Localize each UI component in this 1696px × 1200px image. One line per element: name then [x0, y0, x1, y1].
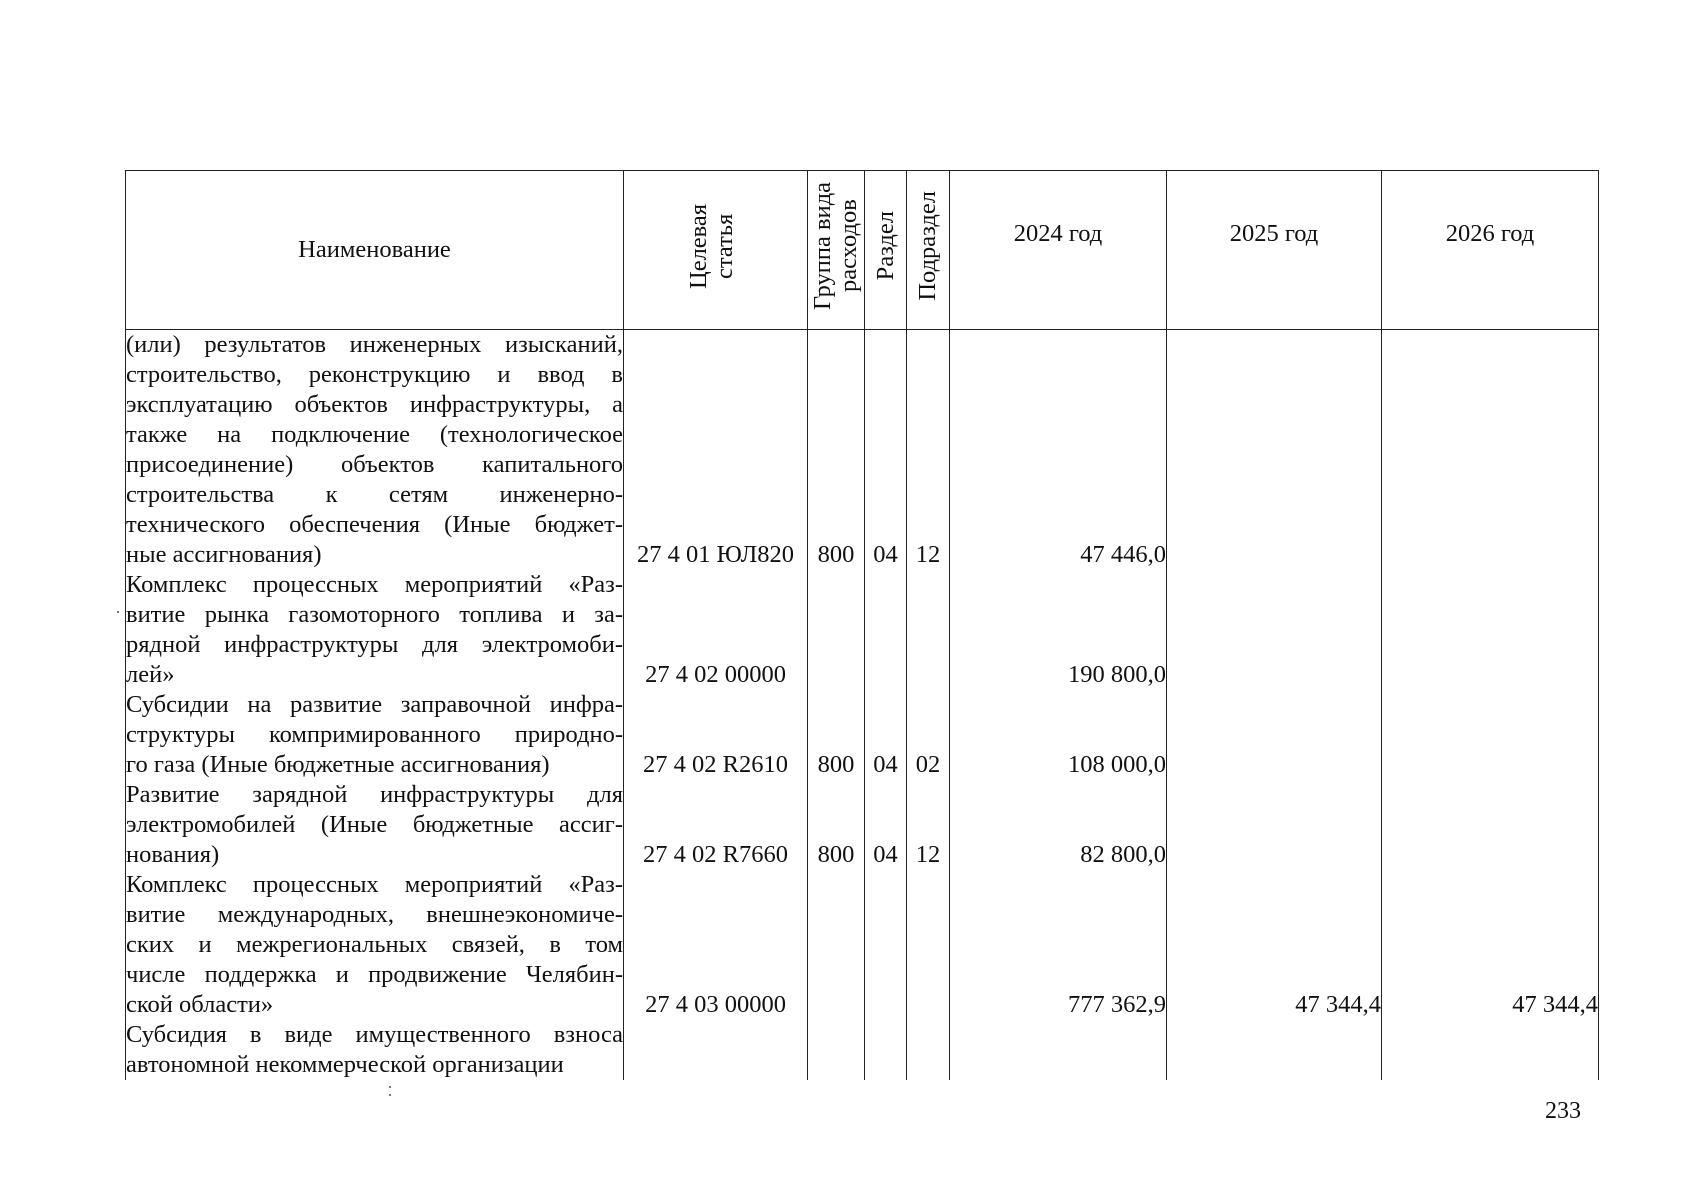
row-name-line: автономной некоммерческой организации — [126, 1051, 564, 1078]
row-name-cell — [126, 870, 624, 1020]
row-name-line: го газа (Иные бюджетные ассигнования) — [126, 751, 550, 778]
header-year-2025: 2025 год — [1167, 171, 1382, 330]
row-name-line: строительства к сетям инженерно- — [126, 481, 623, 508]
row-amount-2025-cell — [1167, 780, 1382, 870]
row-amount-2025-cell — [1167, 1020, 1382, 1080]
row-name-cell — [126, 330, 624, 571]
row-name-line: эксплуатацию объектов инфраструктуры, а — [126, 391, 623, 418]
row-name-line: (или) результатов инженерных изысканий, — [126, 331, 623, 358]
table-row — [126, 330, 1599, 571]
row-target-article-cell: 27 4 01 ЮЛ820 — [624, 330, 808, 571]
row-name-line: Комплекс процессных мероприятий «Раз- — [126, 571, 623, 598]
row-amount-2024-cell: 47 446,0 — [950, 330, 1167, 571]
row-amount-2026-cell — [1382, 330, 1599, 571]
row-name-line: ской области» — [126, 991, 274, 1018]
row-name-line: Комплекс процессных мероприятий «Раз- — [126, 871, 623, 898]
row-amount-2024-cell: 190 800,0 — [950, 570, 1167, 690]
row-target-article-cell: 27 4 02 R7660 — [624, 780, 808, 870]
row-name-line: технического обеспечения (Иные бюджет- — [126, 511, 623, 538]
row-name-cell — [126, 1020, 624, 1080]
row-name-cell — [126, 570, 624, 690]
row-expense-group-cell — [808, 1020, 865, 1080]
row-subsection-cell: 12 — [907, 330, 950, 571]
row-amount-2025-cell — [1167, 690, 1382, 780]
page-number: 233 — [1545, 1098, 1581, 1124]
header-expense-group: Группа вида расходов — [808, 171, 865, 330]
header-year-2026: 2026 год — [1382, 171, 1599, 330]
row-name-line: Развитие зарядной инфраструктуры для — [126, 781, 623, 808]
row-expense-group-cell: 800 — [808, 330, 865, 571]
row-section-cell: 04 — [865, 330, 907, 571]
header-subsection: Подраздел — [907, 171, 950, 330]
row-name-line: нования) — [126, 841, 220, 868]
row-name-line: ских и межрегиональных связей, в том — [126, 931, 623, 958]
row-section-cell: 04 — [865, 780, 907, 870]
row-section-cell — [865, 870, 907, 1020]
row-amount-2026-cell: 47 344,4 — [1382, 870, 1599, 1020]
row-amount-2026-cell — [1382, 780, 1599, 870]
row-expense-group-cell — [808, 870, 865, 1020]
table-row — [126, 570, 1599, 690]
row-subsection-cell: 02 — [907, 690, 950, 780]
row-amount-2025-cell: 47 344,4 — [1167, 870, 1382, 1020]
table-header-row — [126, 171, 1599, 330]
row-amount-2025-cell — [1167, 570, 1382, 690]
row-name-cell — [126, 780, 624, 870]
row-subsection-cell: 12 — [907, 780, 950, 870]
budget-table — [125, 170, 1599, 1080]
table-body — [126, 330, 1599, 1081]
row-amount-2024-cell: 777 362,9 — [950, 870, 1167, 1020]
row-name-cell — [126, 690, 624, 780]
table-row — [126, 690, 1599, 780]
row-expense-group-cell — [808, 570, 865, 690]
row-section-cell: 04 — [865, 690, 907, 780]
header-section: Раздел — [865, 171, 907, 330]
row-amount-2025-cell — [1167, 330, 1382, 571]
row-name-line: ные ассигнования) — [126, 541, 322, 568]
row-name-line: лей» — [126, 661, 175, 688]
row-name-line: также на подключение (технологическое — [126, 421, 623, 448]
row-amount-2026-cell — [1382, 1020, 1599, 1080]
table-row — [126, 870, 1599, 1020]
row-amount-2024-cell — [950, 1020, 1167, 1080]
row-amount-2024-cell: 108 000,0 — [950, 690, 1167, 780]
table-row — [126, 780, 1599, 870]
header-target-article: Целевая статья — [624, 171, 808, 330]
row-name-line: числе поддержка и продвижение Челябин- — [126, 961, 623, 988]
row-target-article-cell: 27 4 03 00000 — [624, 870, 808, 1020]
scan-speck — [389, 1094, 391, 1096]
row-amount-2026-cell — [1382, 570, 1599, 690]
header-name: Наименование — [126, 171, 624, 330]
row-name-line: витие международных, внешнеэкономиче- — [126, 901, 623, 928]
row-section-cell — [865, 1020, 907, 1080]
scan-speck — [117, 611, 119, 613]
row-section-cell — [865, 570, 907, 690]
row-name-line: присоединение) объектов капитального — [126, 451, 623, 478]
scan-speck — [389, 1086, 391, 1088]
row-name-line: витие рынка газомоторного топлива и за- — [126, 601, 623, 628]
row-name-line: строительство, реконструкцию и ввод в — [126, 361, 623, 388]
budget-table-wrapper — [125, 170, 1598, 1080]
row-name-line: рядной инфраструктуры для электромоби- — [126, 631, 623, 658]
row-expense-group-cell: 800 — [808, 780, 865, 870]
table-row — [126, 1020, 1599, 1080]
row-amount-2026-cell — [1382, 690, 1599, 780]
row-name-line: Субсидии на развитие заправочной инфра- — [126, 691, 623, 718]
row-name-line: Субсидия в виде имущественного взноса — [126, 1021, 623, 1048]
row-name-line: электромобилей (Иные бюджетные ассиг- — [126, 811, 623, 838]
row-amount-2024-cell: 82 800,0 — [950, 780, 1167, 870]
row-name-line: структуры компримированного природно- — [126, 721, 623, 748]
row-expense-group-cell: 800 — [808, 690, 865, 780]
header-year-2024: 2024 год — [950, 171, 1167, 330]
row-target-article-cell: 27 4 02 R2610 — [624, 690, 808, 780]
row-subsection-cell — [907, 870, 950, 1020]
row-target-article-cell: 27 4 02 00000 — [624, 570, 808, 690]
row-target-article-cell — [624, 1020, 808, 1080]
row-subsection-cell — [907, 570, 950, 690]
row-subsection-cell — [907, 1020, 950, 1080]
